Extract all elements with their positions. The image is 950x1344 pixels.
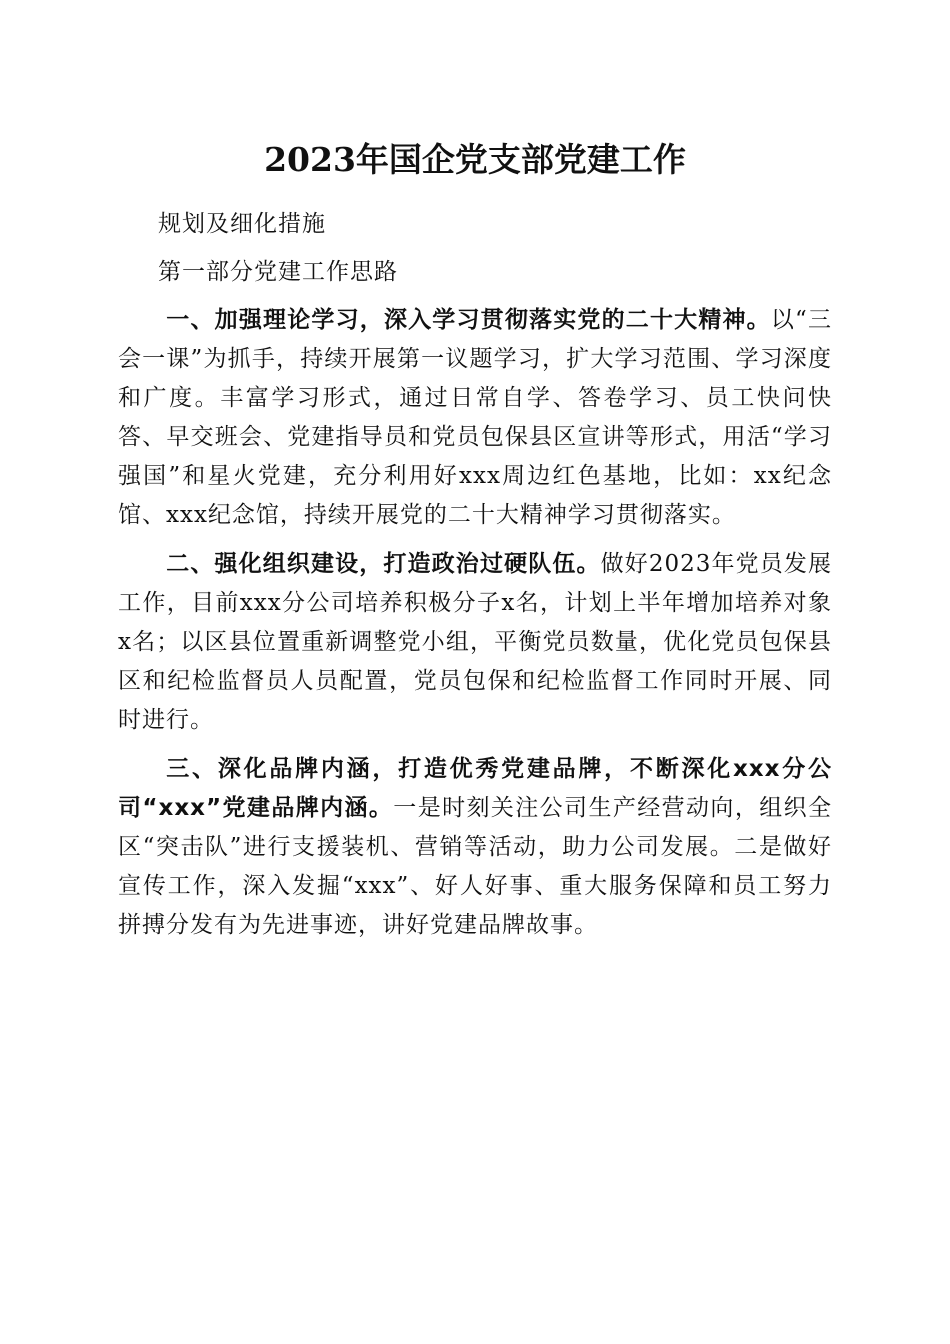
section-3-paragraph [118, 750, 832, 945]
part-heading: 第一部分党建工作思路 [158, 259, 398, 285]
section-1-body: 以“三会一课”为抓手，持续开展第一议题学习，扩大学习范围、学习深度和广度。丰富学习形式，通过日常自学、答卷学习、员工快问快答、早交班会、党建指导员和党员包保县区宣讲等形式，用活“学习强国”和星火党建，充分利用好xxx周边红色基地，比如：xx纪念馆、xxx纪念馆，持续开展党的二十大精神学习贯彻落实。 [118, 307, 832, 528]
section-2-body: 做好2023年党员发展工作，目前xxx分公司培养积极分子x名，计划上半年增加培养对象x名；以区县位置重新调整党小组，平衡党员数量，优化党员包保县区和纪检监督员人员配置，党员包保和纪检监督工作同时开展、同时进行。 [118, 551, 832, 733]
section-3-lead: 三、深化品牌内涵，打造优秀党建品牌，不断深化xxx分公司“xxx”党建品牌内涵。 [118, 756, 832, 821]
document-title: 2023年国企党支部党建工作 [264, 140, 686, 179]
section-2-paragraph [118, 545, 832, 740]
section-1-lead: 一、加强理论学习，深入学习贯彻落实党的二十大精神。 [166, 307, 771, 333]
section-2-lead: 二、强化组织建设，打造政治过硬队伍。 [166, 551, 601, 577]
section-3-body: 一是时刻关注公司生产经营动向，组织全区“突击队”进行支援装机、营销等活动，助力公司发展。二是做好宣传工作，深入发掘“xxx”、好人好事、重大服务保障和员工努力拼搏分发有为先进事迹，讲好党建品牌故事。 [118, 795, 832, 938]
section-1-paragraph [118, 301, 832, 535]
document-body [118, 205, 832, 945]
document-subtitle: 规划及细化措施 [158, 211, 326, 237]
